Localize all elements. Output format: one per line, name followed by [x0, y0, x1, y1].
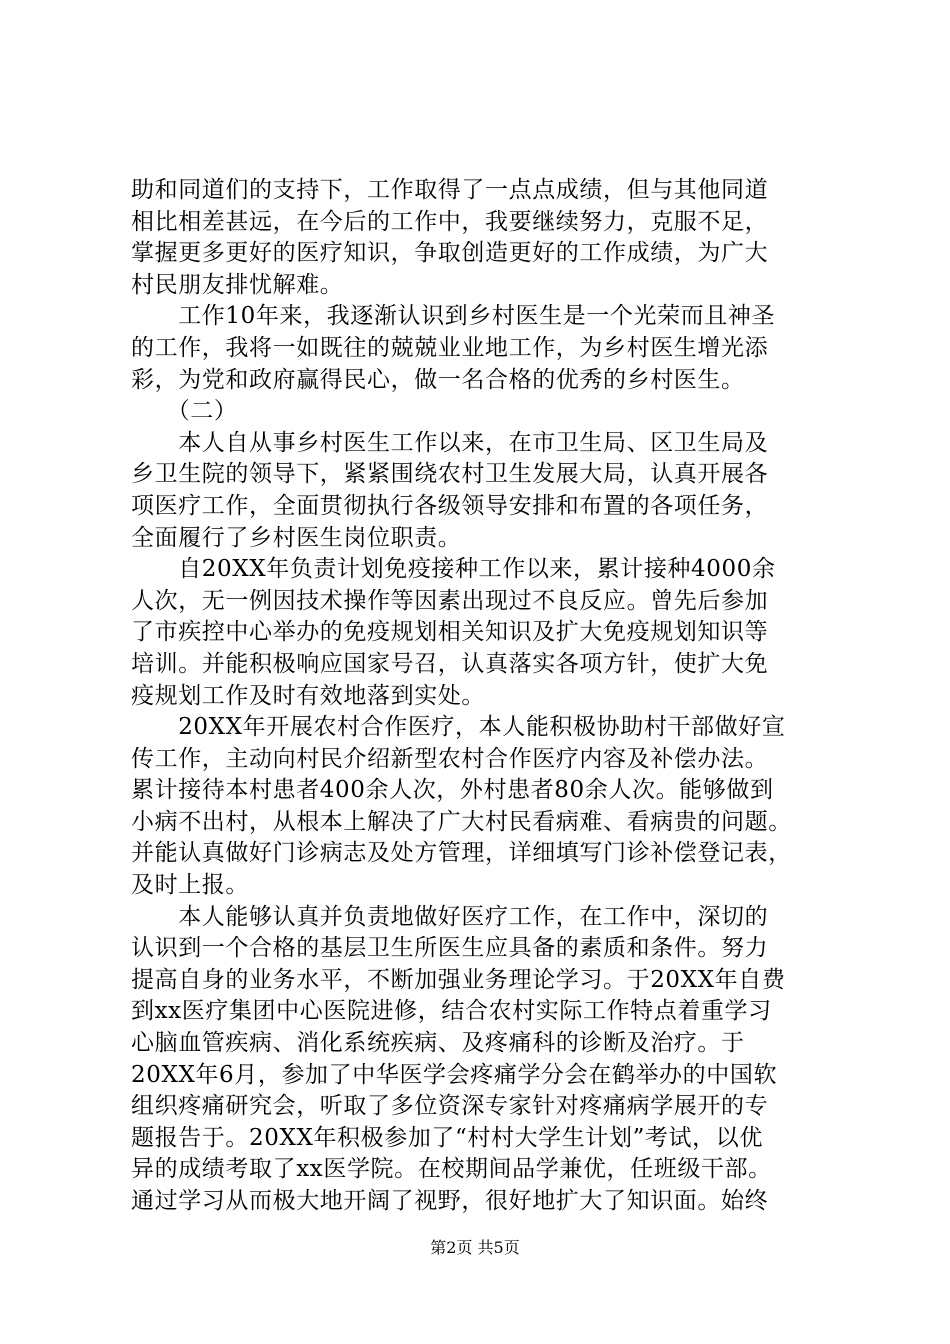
- text-line: 认识到一个合格的基层卫生所医生应具备的素质和条件。努力: [131, 935, 769, 962]
- text-line: 人次，无一例因技术操作等因素出现过不良反应。曾先后参加: [131, 587, 769, 614]
- text-line: 了市疾控中心举办的免疫规划相关知识及扩大免疫规划知识等: [131, 619, 769, 646]
- text-line: 本人自从事乡村医生工作以来，在市卫生局、区卫生局及: [131, 429, 769, 456]
- text-line: 传工作，主动向村民介绍新型农村合作医疗内容及补偿办法。: [131, 745, 769, 772]
- text-line: 20XX年6月，参加了中华医学会疼痛学分会在鹤举办的中国软: [131, 1061, 778, 1088]
- text-line: 本人能够认真并负责地做好医疗工作，在工作中，深切的: [131, 903, 769, 930]
- text-line: 全面履行了乡村医生岗位职责。: [131, 524, 462, 551]
- text-line: 自20XX年负责计划免疫接种工作以来，累计接种4000余: [131, 556, 776, 583]
- text-line: 及时上报。: [131, 872, 249, 899]
- text-line: 组织疼痛研究会，听取了多位资深专家针对疼痛病学展开的专: [131, 1093, 769, 1120]
- text-line: 通过学习从而极大地开阔了视野，很好地扩大了知识面。始终: [131, 1188, 769, 1214]
- text-line: 题报告于。20XX年积极参加了“村村大学生计划”考试，以优: [131, 1124, 763, 1151]
- text-line: 心脑血管疾病、消化系统疾病、及疼痛科的诊断及治疗。于: [131, 1030, 745, 1057]
- text-line: 异的成绩考取了xx医学院。在校期间品学兼优，任班级干部。: [131, 1156, 772, 1183]
- body-text: [131, 175, 831, 1218]
- text-line: 乡卫生院的领导下，紧紧围绕农村卫生发展大局，认真开展各: [131, 461, 769, 488]
- text-line: 掌握更多更好的医疗知识，争取创造更好的工作成绩，为广大: [131, 240, 769, 267]
- text-line: 彩，为党和政府赢得民心，做一名合格的优秀的乡村医生。: [131, 366, 745, 393]
- page-number-footer: 第2页 共5页: [430, 1238, 520, 1257]
- text-line: 疫规划工作及时有效地落到实处。: [131, 682, 485, 709]
- text-line: 培训。并能积极响应国家号召，认真落实各项方针，使扩大免: [131, 650, 769, 677]
- text-line: 并能认真做好门诊病志及处方管理，详细填写门诊补偿登记表，: [131, 840, 792, 867]
- text-line: 的工作，我将一如既往的兢兢业业地工作，为乡村医生增光添: [131, 334, 769, 361]
- text-line: 相比相差甚远，在今后的工作中，我要继续努力，克服不足，: [131, 208, 769, 235]
- section-heading: （二）: [131, 398, 238, 425]
- text-line: 到xx医疗集团中心医院进修，结合农村实际工作特点着重学习: [131, 998, 772, 1025]
- text-line: 小病不出村，从根本上解决了广大村民看病难、看病贵的问题。: [131, 808, 792, 835]
- text-line: 项医疗工作，全面贯彻执行各级领导安排和布置的各项任务，: [131, 492, 769, 519]
- text-line: 助和同道们的支持下，工作取得了一点点成绩，但与其他同道: [131, 177, 769, 203]
- text-line: 20XX年开展农村合作医疗，本人能积极协助村干部做好宣: [131, 714, 786, 741]
- text-line: 村民朋友排忧解难。: [131, 271, 344, 298]
- text-line: 工作10年来，我逐渐认识到乡村医生是一个光荣而且神圣: [131, 303, 776, 330]
- text-line: 提高自身的业务水平，不断加强业务理论学习。于20XX年自费: [131, 966, 786, 993]
- text-line: 累计接待本村患者400余人次，外村患者80余人次。能够做到: [131, 777, 774, 804]
